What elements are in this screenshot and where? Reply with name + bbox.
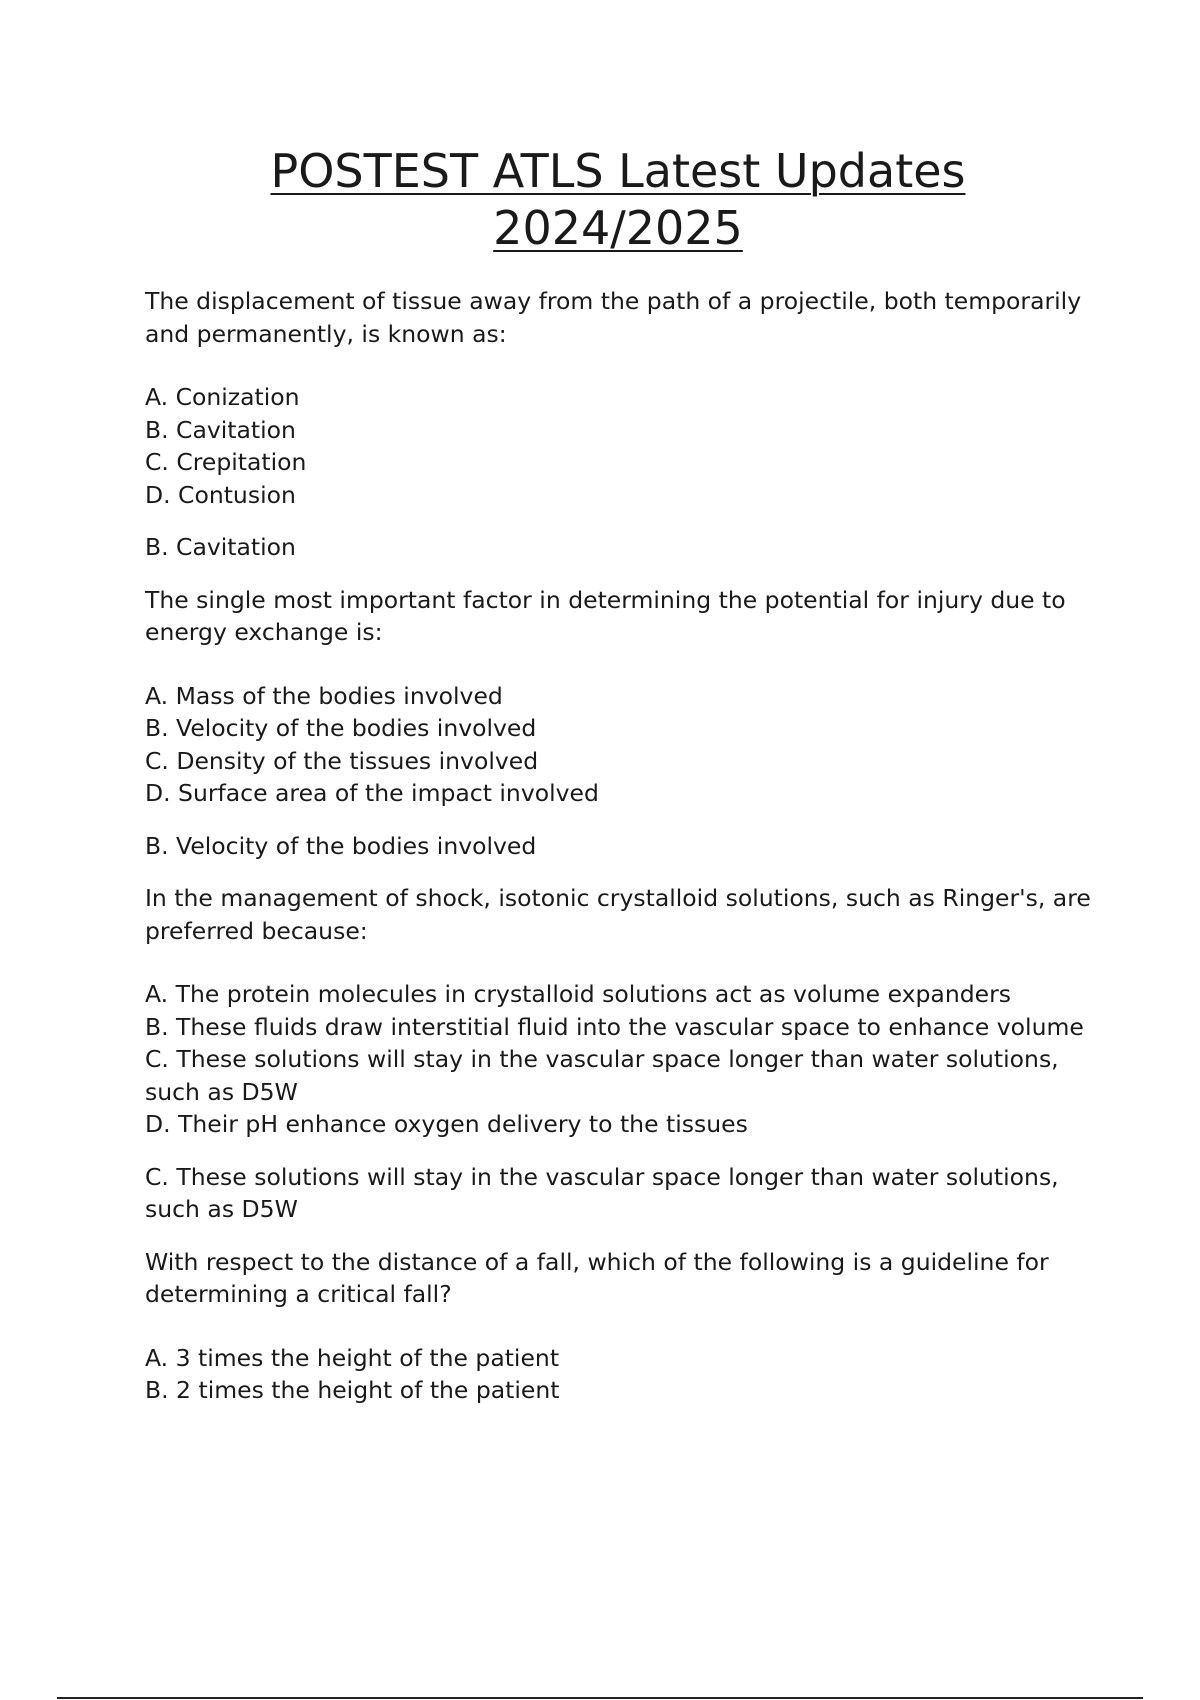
option-list — [145, 1342, 1095, 1407]
option-c: C. Density of the tissues involved — [145, 746, 539, 775]
title-line-1: POSTEST ATLS Latest Updates — [270, 144, 966, 198]
option-b: B. These fluids draw interstitial fluid into the vascular space to enhance volume — [145, 1012, 1084, 1041]
question-prompt: The single most important factor in determining the potential for injury due to energy exchange is: — [145, 585, 1066, 646]
option-c: C. These solutions will stay in the vascular space longer than water solutions, such as D5W — [145, 1045, 1059, 1106]
option-a: A. Mass of the bodies involved — [145, 681, 503, 710]
question-list — [145, 285, 1095, 1427]
option-d: D. Contusion — [145, 480, 296, 509]
question-prompt: With respect to the distance of a fall, which of the following is a guideline for determining a critical fall? — [145, 1247, 1049, 1308]
question-answer: B. Velocity of the bodies involved — [145, 831, 537, 860]
question-prompt: The displacement of tissue away from the path of a projectile, both temporarily and permanently, is known as: — [145, 287, 1082, 348]
title-line-2: 2024/2025 — [493, 201, 743, 255]
option-d: D. Surface area of the impact involved — [145, 779, 599, 807]
question-block — [145, 1246, 1095, 1407]
document-title — [0, 143, 1200, 257]
question-block — [145, 584, 1095, 863]
question-answer: C. These solutions will stay in the vascular space longer than water solutions, such as D5W — [145, 1162, 1059, 1223]
option-a: A. 3 times the height of the patient — [145, 1343, 560, 1372]
option-list — [145, 381, 1095, 511]
question-answer: B. Cavitation — [145, 533, 296, 561]
option-list — [145, 680, 1095, 810]
option-b: B. Velocity of the bodies involved — [145, 714, 537, 742]
question-block — [145, 285, 1095, 564]
question-block — [145, 882, 1095, 1226]
option-a: A. The protein molecules in crystalloid solutions act as volume expanders — [145, 980, 1012, 1008]
option-b: B. 2 times the height of the patient — [145, 1376, 560, 1404]
option-b: B. Cavitation — [145, 415, 296, 444]
option-d: D. Their pH enhance oxygen delivery to the tissues — [145, 1110, 748, 1138]
option-a: A. Conization — [145, 383, 300, 411]
page-bottom-rule — [57, 1697, 1143, 1699]
question-prompt: In the management of shock, isotonic crystalloid solutions, such as Ringer's, are preferred because: — [145, 884, 1091, 945]
option-list — [145, 978, 1095, 1141]
option-c: C. Crepitation — [145, 448, 307, 476]
